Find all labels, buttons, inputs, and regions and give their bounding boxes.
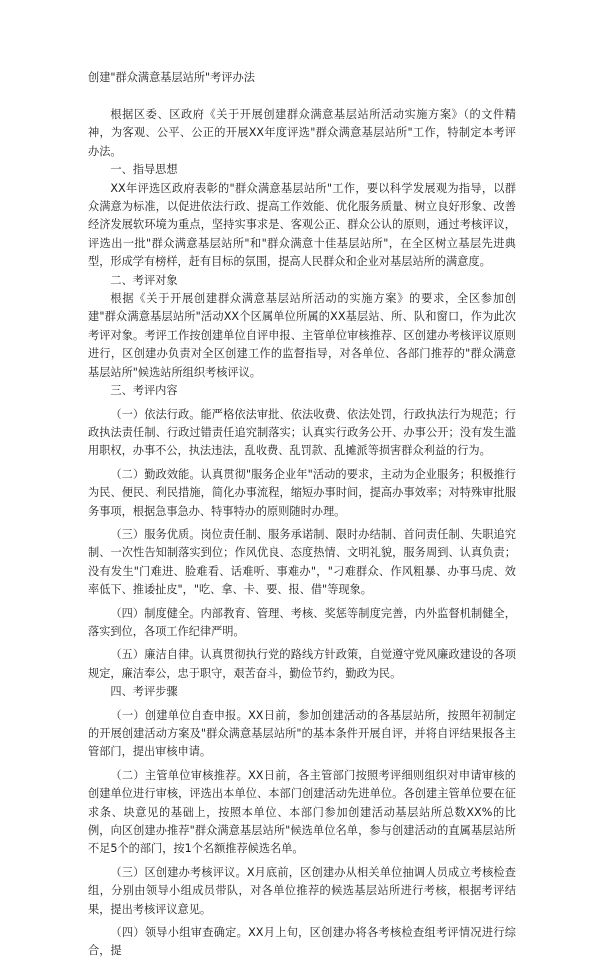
step-item-review-recommend: （二）主管单位审核推荐。XX日前，各主管部门按照考评细则组织对申请审核的创建单位进行审核，评选出本单位、本部门创建活动先进单位。各创建主管单位要在征求条、块意见的基础上，按照本单位、本部门参加创建活动基层站所总数XX%的比例，向区创建办推荐"群众满意基层站所"候选单位名单，参与创建活动的直属基层站所不足5个的部门，按1个名额推荐候选名单。 bbox=[88, 768, 516, 856]
document-title: 创建"群众满意基层站所"考评办法 bbox=[88, 71, 255, 84]
document-body bbox=[88, 106, 516, 961]
content-item-diligence-efficiency: （二）勤政效能。认真贯彻"服务企业年"活动的要求，主动为企业服务；积极推行为民、便民、利民措施，简化办事流程，缩短办事时间，提高办事效率；对特殊审批服务事项，根据急事急办、特事特办的原则随时办理。 bbox=[88, 467, 516, 518]
section-heading-evaluation-targets: 二、考评对象 bbox=[110, 273, 178, 287]
section-heading-evaluation-steps: 四、考评步骤 bbox=[110, 685, 178, 699]
evaluation-targets-paragraph: 根据《关于开展创建群众满意基层站所活动的实施方案》的要求，全区参加创建"群众满意基层站所"活动XX个区属单位所属的XX基层站、所、队和窗口，作为此次考评对象。考评工作按创建单位自评申报、主管单位审核推荐、区创建办考核评议原则进行，区创建办负责对全区创建工作的监督指导，对各单位、各部门推荐的"群众满意基层站所"候选站所组织考核评议。 bbox=[88, 292, 516, 379]
guiding-ideology-paragraph: XX年评选区政府表彰的"群众满意基层站所"工作，要以科学发展观为指导，以群众满意为标准，以促进依法行政、提高工作效能、优化服务质量、树立良好形象、改善经济发展软环境为重点，坚持实事求是、客观公正、群众公认的原则，通过考核评议，评选出一批"群众满意基层站所"和"群众满意十佳基层站所"，在全区树立基层先进典型，形成学有榜样，赶有目标的氛围，提高人民群众和企业对基层站所的满意度。 bbox=[88, 181, 516, 269]
content-item-quality-service: （三）服务优质。岗位责任制、服务承诺制、限时办结制、首问责任制、失职追究制、一次性告知制落实到位；作风优良、态度热情、文明礼貌，服务周到、认真负责；没有发生"门难进、脸难看、话难听、事难办"，"刁难群众、作风粗暴、办事马虎、效率低下、推诿扯皮"，"吃、拿、卡、要、报、借"等现象。 bbox=[88, 527, 516, 597]
section-heading-evaluation-content: 三、考评内容 bbox=[110, 384, 178, 398]
content-item-sound-systems: （四）制度健全。内部教育、管理、考核、奖惩等制度完善，内外监督机制健全，落实到位，各项工作纪律严明。 bbox=[88, 606, 516, 638]
section-heading-guiding-ideology: 一、指导思想 bbox=[110, 163, 178, 177]
content-item-integrity: （五）廉洁自律。认真贯彻执行党的路线方针政策，自觉遵守党风廉政建设的各项规定，廉洁奉公，忠于职守，艰苦奋斗，勤俭节约，勤政为民。 bbox=[88, 648, 516, 680]
step-item-final-review: （四）领导小组审查确定。XX月上旬，区创建办将各考核检查组考评情况进行综合，提 bbox=[88, 926, 516, 958]
content-item-lawful-administration: （一）依法行政。能严格依法审批、依法收费、依法处罚，行政执法行为规范；行政执法责任制、行政过错责任追究制落实；认真实行政务公开、办事公开；没有发生滥用职权，办事不公，执法违法，乱收费、乱罚款、乱摊派等损害群众利益的行为。 bbox=[88, 407, 516, 458]
intro-paragraph: 根据区委、区政府《关于开展创建群众满意基层站所活动实施方案》（的文件精神，为客观、公平、公正的开展XX年度评选"群众满意基层站所"工作，特制定本考评办法。 bbox=[88, 108, 516, 158]
step-item-self-check: （一）创建单位自查申报。XX日前，参加创建活动的各基层站所，按照年初制定的开展创建活动方案及"群众满意基层站所"的基本条件开展自评，并将自评结果报各主管部门，提出审核申请。 bbox=[88, 708, 516, 759]
step-item-assessment: （三）区创建办考核评议。X月底前，区创建办从相关单位抽调人员成立考核检查组，分别由领导小组成员带队，对各单位推荐的候选基层站所进行考核，根据考评结果，提出考核评议意见。 bbox=[88, 865, 516, 916]
